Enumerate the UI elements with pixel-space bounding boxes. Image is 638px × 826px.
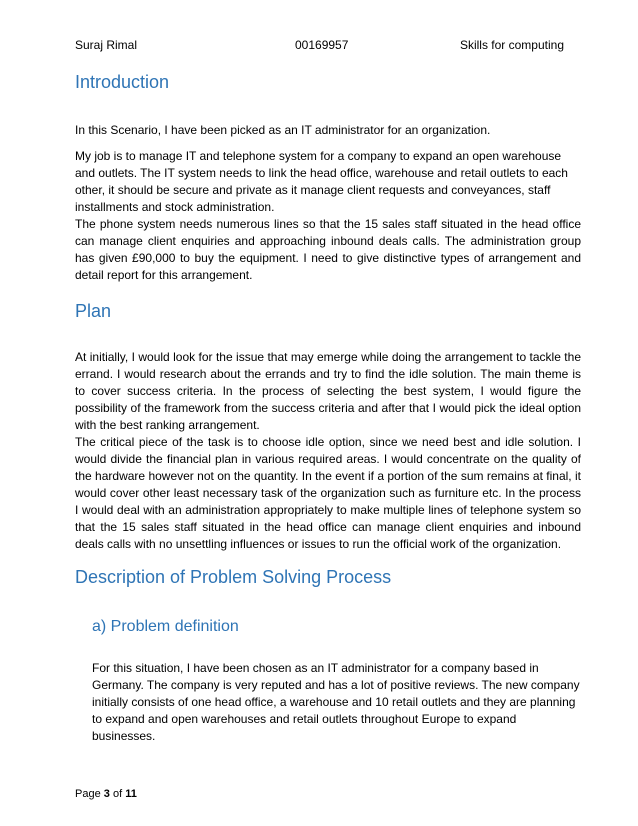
plan-paragraph-1: At initially, I would look for the issue that may emerge while doing the arrangement to tackle the errand. I would research about the errands and try to find the idle solution. The main theme is to cover success criteria. In the process of selecting the best system, I would figure the possibility of the framework from the success criteria and after that I would pick the ideal option with the best ranking arrangement. bbox=[75, 350, 581, 432]
subheading-problem-definition: a) Problem definition bbox=[92, 618, 239, 635]
intro-paragraph-2: My job is to manage IT and telephone system for a company to expand an open warehouse and outlets. The IT system needs to link the head office, warehouse and retail outlets to each other, it should be secure and private as it manage client requests and conveyances, staff installments and stock administration. bbox=[75, 149, 568, 214]
description-paragraph-1: For this situation, I have been chosen as an IT administrator for a company based in Germany. The company is very reputed and has a lot of positive reviews. The new company initially consists of one head office, a warehouse and 10 retail outlets and they are planning to expand and open warehouses and retail outlets throughout Europe to expand businesses. bbox=[92, 661, 580, 743]
header-student-id: 00169957 bbox=[295, 38, 349, 52]
intro-paragraph-1: In this Scenario, I have been picked as an IT administrator for an organization. bbox=[75, 123, 491, 137]
heading-description: Description of Problem Solving Process bbox=[75, 567, 392, 587]
page-footer bbox=[75, 788, 137, 800]
plan-paragraph-2: The critical piece of the task is to choose idle option, since we need best and idle solution. I would divide the financial plan in various required areas. I would concentrate on the quality of the hardware however not on the quantity. In the event if a portion of the sum remains at final, it would cover other least necessary task of the organization such as furniture etc. In the process I would deal with an administration appropriately to make multiple lines of telephone system so that the 15 sales staff situated in the head office can manage client enquiries and inbound deals calls with no unsettling influences or issues to run the official work of the organization. bbox=[75, 435, 581, 551]
header-author: Suraj Rimal bbox=[75, 38, 138, 52]
footer-of-label: of bbox=[112, 788, 123, 800]
heading-introduction: Introduction bbox=[75, 72, 170, 92]
header-module: Skills for computing bbox=[459, 38, 564, 52]
footer-page-label: Page bbox=[75, 788, 101, 800]
footer-page-number: 3 bbox=[103, 788, 110, 800]
heading-plan: Plan bbox=[75, 301, 112, 321]
intro-paragraph-3: The phone system needs numerous lines so that the 15 sales staff situated in the head office can manage client enquiries and approaching inbound deals calls. The administration group has given £90,000 to buy the equipment. I need to give distinctive types of arrangement and detail report for this arrangement. bbox=[75, 217, 581, 282]
footer-page-total: 11 bbox=[125, 788, 137, 800]
